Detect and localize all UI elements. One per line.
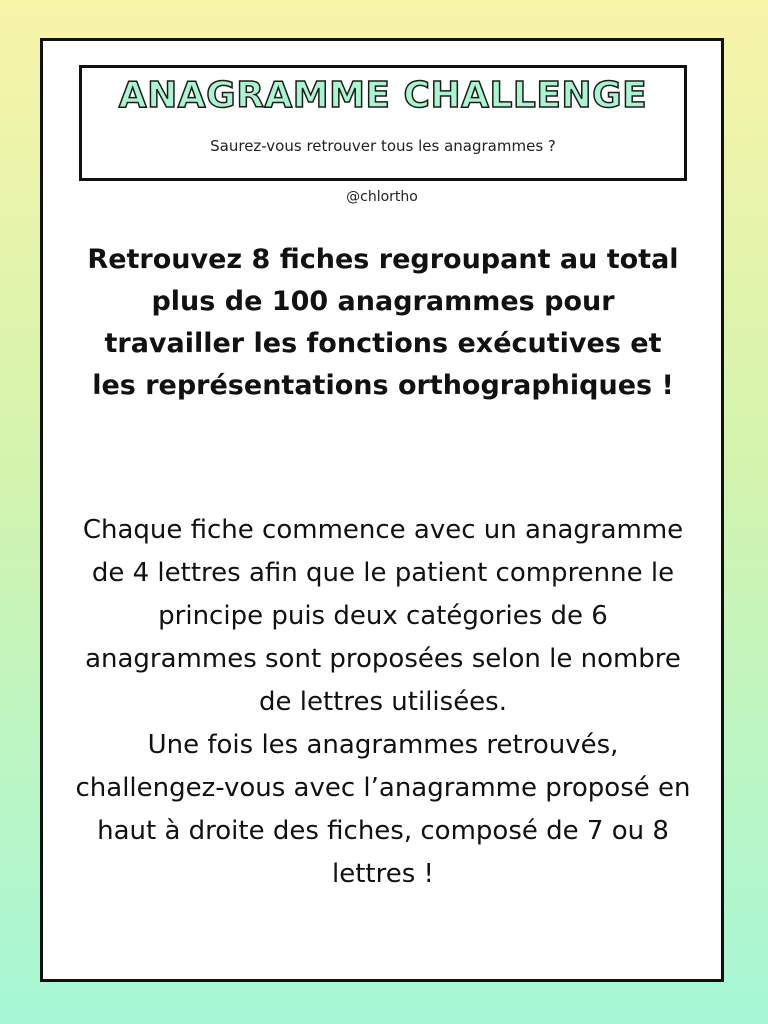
header-box [79, 65, 687, 181]
author-handle: @chlortho [346, 189, 418, 205]
flyer-card [40, 38, 724, 982]
description-paragraph-2: Une fois les anagrammes retrouvés, challengez-vous avec l’anagramme proposé en haut à droite des fiches, composé de 7 ou 8 lettres ! [75, 730, 691, 889]
page-title: ANAGRAMME CHALLENGE [118, 75, 648, 116]
intro-text: Retrouvez 8 fiches regroupant au total plus de 100 anagrammes pour travailler les fonctions exécutives et les représentations orthographiques ! [87, 244, 679, 401]
description [73, 509, 693, 896]
page-subtitle: Saurez-vous retrouver tous les anagrammes ? [210, 137, 556, 155]
description-paragraph-1: Chaque fiche commence avec un anagramme de 4 lettres afin que le patient comprenne le principe puis deux catégories de 6 anagrammes sont proposées selon le nombre de lettres utilisées. [82, 515, 684, 717]
